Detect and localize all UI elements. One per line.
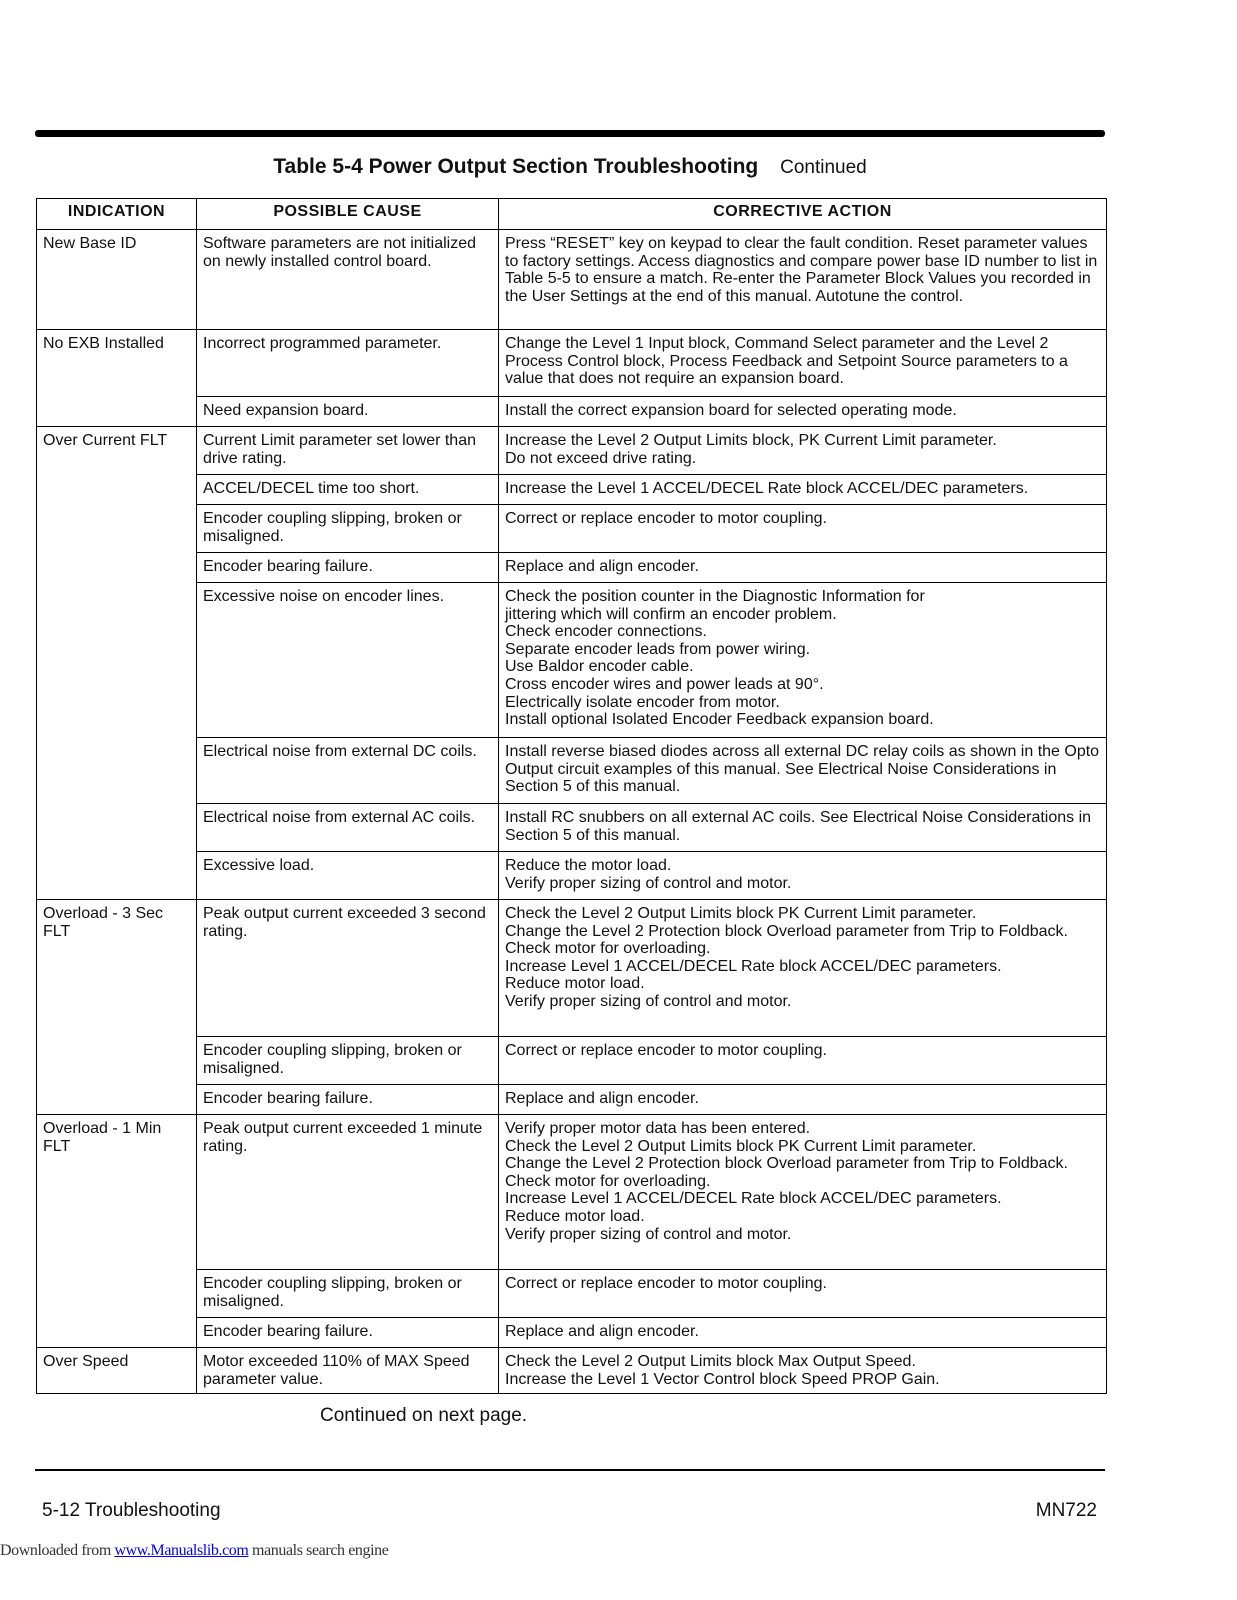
action-cell: Install the correct expansion board for selected operating mode. (499, 397, 1107, 427)
table-row (37, 553, 1107, 583)
table-row (37, 397, 1107, 427)
table-row (37, 1318, 1107, 1348)
bottom-rule (35, 1469, 1105, 1471)
table-row (37, 900, 1107, 1037)
cause-cell: Incorrect programmed parameter. (197, 330, 499, 397)
table-row (37, 1115, 1107, 1270)
action-cell: Replace and align encoder. (499, 553, 1107, 583)
action-cell: Verify proper motor data has been entered. Check the Level 2 Output Limits block PK Current Limit parameter. Change the Level 2 Protection block Overload parameter from Trip to Foldback. Check motor for overloading. Increase Level 1 ACCEL/DECEL Rate block ACCEL/DEC parameters. Reduce motor load. Verify proper sizing of control and motor. (499, 1115, 1107, 1270)
header-corrective-action: CORRECTIVE ACTION (499, 199, 1107, 230)
header-indication: INDICATION (37, 199, 197, 230)
cause-cell: Peak output current exceeded 1 minute rating. (197, 1115, 499, 1270)
cause-cell: Excessive load. (197, 852, 499, 900)
cause-cell: Encoder bearing failure. (197, 553, 499, 583)
cause-cell: Encoder coupling slipping, broken or misaligned. (197, 505, 499, 553)
footer-doc-number: MN722 (1035, 1500, 1097, 1521)
cause-cell: Encoder coupling slipping, broken or misaligned. (197, 1270, 499, 1318)
action-cell: Install RC snubbers on all external AC coils. See Electrical Noise Considerations in Section 5 of this manual. (499, 804, 1107, 852)
cause-cell: Encoder bearing failure. (197, 1085, 499, 1115)
indication-cell: Overload - 1 Min FLT (37, 1115, 197, 1348)
action-cell: Install reverse biased diodes across all external DC relay coils as shown in the Opto Output circuit examples of this manual. See Electrical Noise Considerations in Section 5 of this manual. (499, 738, 1107, 804)
action-cell: Check the Level 2 Output Limits block PK Current Limit parameter. Change the Level 2 Protection block Overload parameter from Trip to Foldback. Check motor for overloading. Increase Level 1 ACCEL/DECEL Rate block ACCEL/DEC parameters. Reduce motor load. Verify proper sizing of control and motor. (499, 900, 1107, 1037)
cause-cell: Encoder bearing failure. (197, 1318, 499, 1348)
download-notice (0, 1542, 388, 1560)
cause-cell: Electrical noise from external DC coils. (197, 738, 499, 804)
cause-cell: Electrical noise from external AC coils. (197, 804, 499, 852)
cause-cell: ACCEL/DECEL time too short. (197, 475, 499, 505)
manualslib-link[interactable]: www.Manualslib.com (114, 1542, 249, 1559)
table-title (0, 155, 1140, 179)
action-cell: Replace and align encoder. (499, 1085, 1107, 1115)
cause-cell: Peak output current exceeded 3 second rating. (197, 900, 499, 1037)
action-cell: Increase the Level 1 ACCEL/DECEL Rate block ACCEL/DEC parameters. (499, 475, 1107, 505)
table-row (37, 1037, 1107, 1085)
indication-cell: Over Speed (37, 1348, 197, 1394)
cause-cell: Software parameters are not initialized on newly installed control board. (197, 230, 499, 330)
table-row (37, 738, 1107, 804)
action-cell: Correct or replace encoder to motor coupling. (499, 1270, 1107, 1318)
indication-cell: New Base ID (37, 230, 197, 330)
footer-page-label: 5-12 Troubleshooting (42, 1500, 221, 1521)
table-row (37, 804, 1107, 852)
table-row (37, 505, 1107, 553)
table-row (37, 852, 1107, 900)
table-row (37, 330, 1107, 397)
action-cell: Check the Level 2 Output Limits block Max Output Speed. Increase the Level 1 Vector Control block Speed PROP Gain. (499, 1348, 1107, 1394)
indication-cell: No EXB Installed (37, 330, 197, 427)
table-row (37, 427, 1107, 475)
continued-on-next-page: Continued on next page. (320, 1405, 528, 1426)
table-row (37, 583, 1107, 738)
action-cell: Correct or replace encoder to motor coupling. (499, 505, 1107, 553)
download-prefix: Downloaded from (0, 1542, 115, 1559)
table-row (37, 1085, 1107, 1115)
download-suffix: manuals search engine (248, 1542, 389, 1559)
cause-cell: Current Limit parameter set lower than drive rating. (197, 427, 499, 475)
table-title-text: Table 5-4 Power Output Section Troubleshooting (273, 155, 759, 178)
top-rule (35, 130, 1105, 137)
action-cell: Replace and align encoder. (499, 1318, 1107, 1348)
table-row (37, 1270, 1107, 1318)
cause-cell: Motor exceeded 110% of MAX Speed parameter value. (197, 1348, 499, 1394)
action-cell: Increase the Level 2 Output Limits block, PK Current Limit parameter. Do not exceed drive rating. (499, 427, 1107, 475)
cause-cell: Need expansion board. (197, 397, 499, 427)
action-cell: Reduce the motor load. Verify proper sizing of control and motor. (499, 852, 1107, 900)
cause-cell: Encoder coupling slipping, broken or misaligned. (197, 1037, 499, 1085)
troubleshooting-table (36, 198, 1107, 1394)
action-cell: Press “RESET” key on keypad to clear the fault condition. Reset parameter values to factory settings. Access diagnostics and compare power base ID number to list in Table 5-5 to ensure a match. Re-enter the Parameter Block Values you recorded in the User Settings at the end of this manual. Autotune the control. (499, 230, 1107, 330)
action-cell: Correct or replace encoder to motor coupling. (499, 1037, 1107, 1085)
table-row (37, 230, 1107, 330)
header-possible-cause: POSSIBLE CAUSE (197, 199, 499, 230)
table-row (37, 1348, 1107, 1394)
indication-cell: Over Current FLT (37, 427, 197, 900)
action-cell: Check the position counter in the Diagnostic Information for jittering which will confirm an encoder problem. Check encoder connections. Separate encoder leads from power wiring. Use Baldor encoder cable. Cross encoder wires and power leads at 90°. Electrically isolate encoder from motor. Install optional Isolated Encoder Feedback expansion board. (499, 583, 1107, 738)
cause-cell: Excessive noise on encoder lines. (197, 583, 499, 738)
indication-cell: Overload - 3 Sec FLT (37, 900, 197, 1115)
action-cell: Change the Level 1 Input block, Command Select parameter and the Level 2 Process Control block, Process Feedback and Setpoint Source parameters to a value that does not require an expansion board. (499, 330, 1107, 397)
table-row (37, 475, 1107, 505)
table-header-row (37, 199, 1107, 230)
continued-label: Continued (780, 157, 867, 178)
